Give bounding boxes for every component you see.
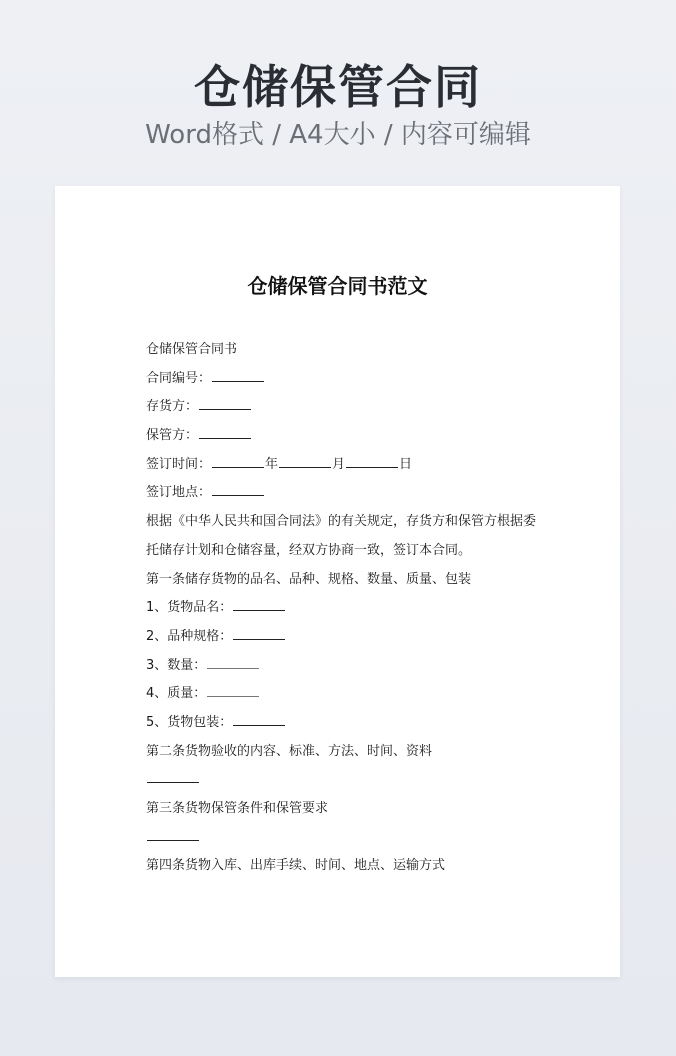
day-label: 日 <box>399 456 413 472</box>
keeper-blank <box>199 426 251 439</box>
depositor-blank <box>199 397 251 410</box>
item-1-blank <box>233 598 285 611</box>
item-3-blank <box>207 656 259 669</box>
item-2-blank <box>233 627 285 640</box>
depositor-line <box>146 393 546 422</box>
month-label: 月 <box>332 456 346 472</box>
item-4-label: 4、质量： <box>146 686 207 702</box>
keeper-label: 保管方： <box>146 428 199 444</box>
item-1-label: 1、货物品名： <box>146 600 233 616</box>
item-5-blank <box>233 713 285 726</box>
page-title: 仓储保管合同 <box>194 60 482 114</box>
sign-place-label: 签订地点： <box>146 485 212 501</box>
item-1-line <box>146 594 546 623</box>
intro-paragraph-line-1: 根据《中华人民共和国合同法》的有关规定，存货方和保管方根据委 <box>146 514 537 530</box>
sign-time-line <box>146 451 546 480</box>
year-blank <box>212 455 264 468</box>
item-3-label: 3、数量： <box>146 657 207 673</box>
article-2-blank <box>147 770 199 783</box>
keeper-line <box>146 422 546 451</box>
day-blank <box>346 455 398 468</box>
intro-paragraph-line-2: 托储存计划和仓储容量，经双方协商一致，签订本合同。 <box>146 542 472 558</box>
article-3-blank <box>147 828 199 841</box>
item-5-label: 5、货物包装： <box>146 714 233 730</box>
depositor-label: 存货方： <box>146 399 199 415</box>
contract-heading: 仓储保管合同书 <box>146 342 238 357</box>
item-5-line <box>146 709 546 738</box>
page-subtitle: Word格式 / A4大小 / 内容可编辑 <box>145 120 531 150</box>
document-title: 仓储保管合同书范文 <box>247 274 428 298</box>
document-page <box>55 186 620 977</box>
article-3-heading: 第三条货物保管条件和保管要求 <box>146 801 329 816</box>
article-2-blank-line <box>146 766 546 795</box>
sign-time-label: 签订时间： <box>146 456 212 472</box>
month-blank <box>279 455 331 468</box>
article-1-heading: 第一条储存货物的品名、品种、规格、数量、质量、包装 <box>146 571 472 587</box>
article-2-heading: 第二条货物验收的内容、标准、方法、时间、资料 <box>146 743 433 759</box>
article-4-heading: 第四条货物入库、出库手续、时间、地点、运输方式 <box>146 858 446 874</box>
year-label: 年 <box>265 456 279 472</box>
contract-number-line <box>146 365 546 394</box>
item-4-blank <box>207 684 259 697</box>
document-body <box>146 336 546 881</box>
sign-place-line <box>146 479 546 508</box>
item-2-label: 2、品种规格： <box>146 628 233 644</box>
contract-number-label: 合同编号： <box>146 370 212 386</box>
article-3-blank-line <box>146 824 546 853</box>
contract-number-blank <box>212 369 264 382</box>
item-2-line <box>146 623 546 652</box>
item-3-line <box>146 652 546 681</box>
item-4-line <box>146 680 546 709</box>
sign-place-blank <box>212 483 264 496</box>
